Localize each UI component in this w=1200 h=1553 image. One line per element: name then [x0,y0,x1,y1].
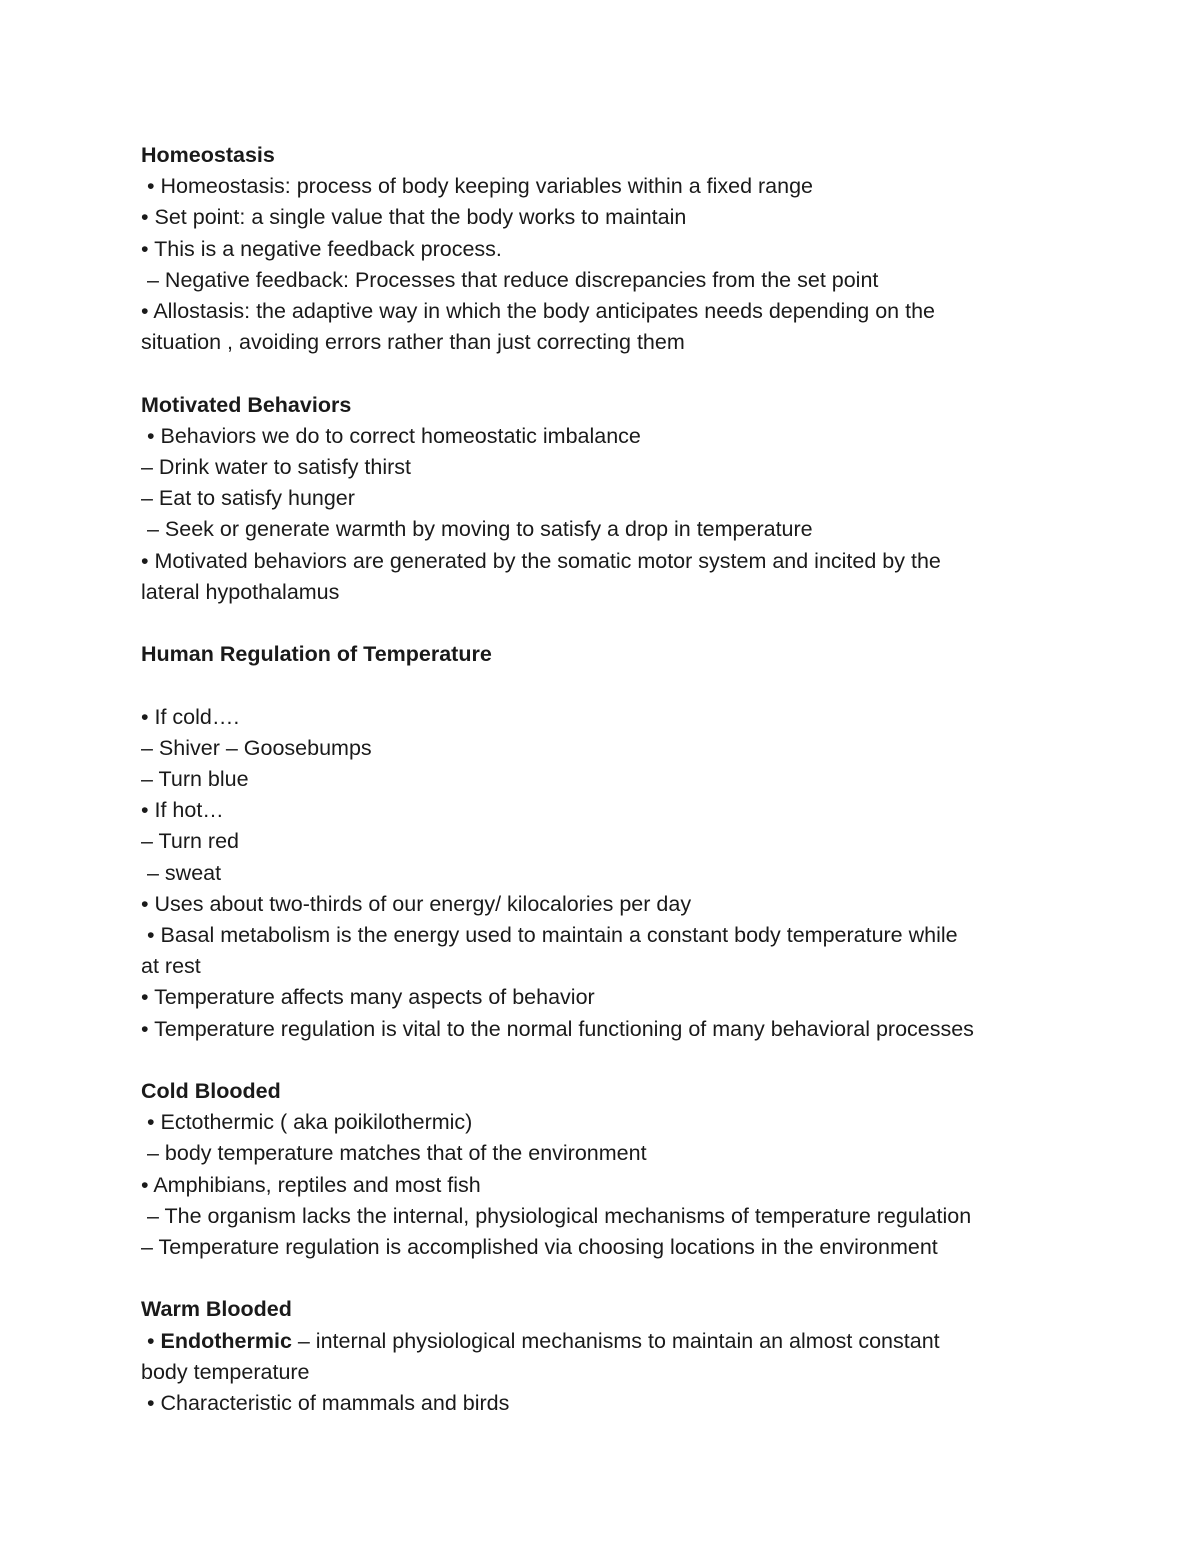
text-line: – body temperature matches that of the environment [141,1141,647,1166]
section-gap [141,1045,1071,1076]
text-line: • Amphibians, reptiles and most fish [141,1172,481,1197]
section-gap [141,358,1071,389]
text-line: • Allostasis: the adaptive way in which the body anticipates needs depending on the [141,299,935,324]
text-line: • This is a negative feedback process. [141,236,502,261]
document-body [141,140,1071,1419]
heading-motivated-behaviors: Motivated Behaviors [141,392,352,417]
text-line: – Turn blue [141,767,249,792]
text-line: situation , avoiding errors rather than just correcting them [141,330,685,355]
text-line: • Basal metabolism is the energy used to maintain a constant body temperature while [141,923,958,948]
text-line: – The organism lacks the internal, physiological mechanisms of temperature regulation [141,1203,972,1228]
heading-warm-blooded: Warm Blooded [141,1297,292,1322]
text-line: • Behaviors we do to correct homeostatic imbalance [141,423,641,448]
text-line: – sweat [141,860,222,885]
heading-cold-blooded: Cold Blooded [141,1079,281,1104]
text-line: • Motivated behaviors are generated by the somatic motor system and incited by the [141,548,941,573]
text-line: body temperature [141,1359,310,1384]
text-line: • Characteristic of mammals and birds [141,1391,510,1416]
section-gap [141,670,1071,701]
text-line: – Drink water to satisfy thirst [141,455,412,480]
text-line: – Negative feedback: Processes that reduce discrepancies from the set point [141,267,879,292]
section-gap [141,608,1071,639]
text-line: – Eat to satisfy hunger [141,486,355,511]
text-line: – Temperature regulation is accomplished via choosing locations in the environment [141,1235,938,1260]
heading-homeostasis: Homeostasis [141,143,275,167]
text-line: • Temperature affects many aspects of behavior [141,985,595,1010]
text-line: at rest [141,954,201,979]
text-line: • Homeostasis: process of body keeping variables within a fixed range [141,174,814,199]
text-line: – Shiver – Goosebumps [141,735,372,760]
text-line: • Set point: a single value that the body works to maintain [141,205,687,230]
text-line: lateral hypothalamus [141,579,340,604]
text-line: – Seek or generate warmth by moving to satisfy a drop in temperature [141,517,813,542]
text-line: • Ectothermic ( aka poikilothermic) [141,1110,473,1135]
text-line: • Temperature regulation is vital to the normal functioning of many behavioral processes [141,1016,974,1041]
text-line: • If hot… [141,798,224,823]
endothermic-line [141,1326,1071,1357]
endothermic-definition: – internal physiological mechanisms to maintain an almost constant [291,1328,940,1353]
bullet-prefix: • [141,1328,161,1353]
section-gap [141,1263,1071,1294]
text-line: • Uses about two-thirds of our energy/ kilocalories per day [141,891,692,916]
heading-temperature-regulation: Human Regulation of Temperature [141,642,492,667]
text-line: – Turn red [141,829,239,854]
endothermic-term: Endothermic [160,1328,292,1353]
text-line: • If cold…. [141,704,240,729]
